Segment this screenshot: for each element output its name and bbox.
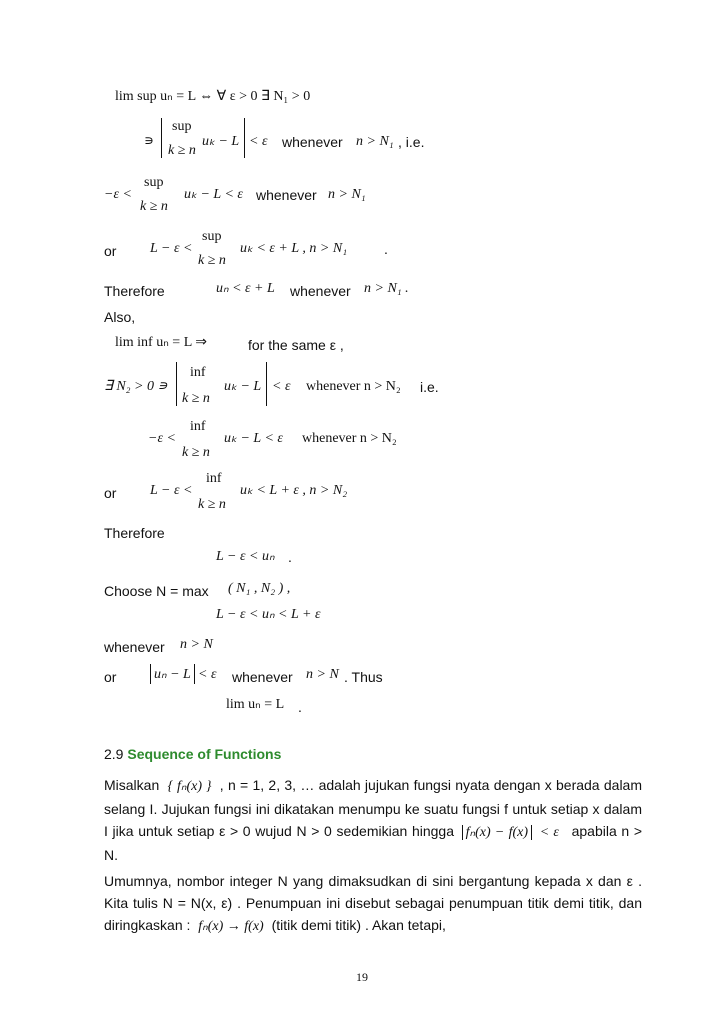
period: . [298, 699, 302, 715]
abs-difference: fₙ(x) − f(x) [462, 825, 532, 840]
page-number: 19 [356, 970, 368, 984]
or-label: or [104, 669, 117, 685]
such-that-symbol: ∍ [144, 134, 155, 149]
or-label: or [104, 243, 117, 259]
therefore-label: Therefore [104, 525, 165, 541]
exists-n2: ∃ N₂ > 0 ∍ [104, 379, 168, 394]
period: . [288, 549, 292, 565]
less-than-epsilon: < ε [539, 825, 559, 840]
paragraph-definition [104, 774, 642, 866]
inf-expression: uₖ − L [224, 379, 262, 394]
para-text: Umumnya, nombor integer N yang dimaksudkan di sini bergantung kepada x dan ε . Kita tulis N = N(x, ε) . Penumpuan ini disebut sebagai penumpuan titik demi titik, dan diringkaskan : [104, 873, 642, 933]
lower-bound: L − ε < [150, 483, 193, 498]
abs-bar-right [244, 118, 245, 158]
condition: n > N [306, 667, 339, 682]
condition: n > N₁ [328, 187, 366, 202]
period: . [384, 241, 388, 257]
max-arguments: ( N₁ , N₂ ) , [228, 581, 291, 596]
limit-result: lim uₙ = L [226, 697, 285, 712]
sup-operator: sup [144, 175, 164, 190]
sup-subscript: k ≥ n [198, 253, 226, 268]
abs-expression: uₙ − L [154, 667, 191, 682]
inequality: uₖ < L + ε , n > N₂ [240, 483, 348, 498]
inf-subscript: k ≥ n [198, 497, 226, 512]
less-than-epsilon: < ε [272, 379, 291, 394]
abs-bar-left [176, 362, 177, 406]
inequality: L − ε < uₙ < L + ε [216, 607, 321, 622]
para-text: Misalkan [104, 777, 160, 793]
lower-bound: L − ε < [150, 241, 193, 256]
abs-bar-left [150, 664, 151, 684]
inf-operator: inf [206, 471, 222, 486]
abs-bar-left [161, 118, 162, 158]
sup-subscript: k ≥ n [140, 199, 168, 214]
whenever-condition: whenever n > N₂ [306, 379, 401, 394]
para-text: , n = 1, 2, 3, … adalah jujukan fungsi nyata dengan x berada dalam selang I. Jujukan fungsi ini dikatakan menumpu ke suatu fungsi f untuk setiap x dalam I jika untuk setiap ε > 0 wujud N > 0 sedemikian hingga [104, 777, 643, 839]
sequence-symbol: { fₙ(x) } [167, 779, 212, 794]
condition: n > N [180, 637, 213, 652]
para-text: (titik demi titik) . Akan tetapi, [271, 917, 446, 933]
inequality: uₖ − L < ε [184, 187, 243, 202]
inequality: uₖ < ε + L , n > N₁ [240, 241, 348, 256]
paragraph-pointwise [104, 870, 642, 938]
whenever-label: whenever [256, 187, 317, 203]
inf-subscript: k ≥ n [182, 391, 210, 406]
para-text: apabila n > N. [104, 823, 643, 863]
whenever-condition: whenever n > N₂ [302, 431, 397, 446]
liminf-statement: lim inf uₙ = L ⇒ [115, 335, 207, 350]
condition: n > N₁ [356, 134, 394, 149]
whenever-label: whenever [232, 669, 293, 685]
inequality: uₖ − L < ε [224, 431, 283, 446]
less-than-epsilon: < ε [198, 667, 217, 682]
inequality: uₙ < ε + L [216, 281, 275, 296]
inf-operator: inf [190, 419, 206, 434]
thus-label: . Thus [344, 669, 383, 685]
inf-operator: inf [190, 365, 206, 380]
inequality: L − ε < uₙ [216, 549, 275, 564]
sup-operator: sup [202, 229, 222, 244]
or-label: or [104, 485, 117, 501]
inf-subscript: k ≥ n [182, 445, 210, 460]
lower-bound: −ε < [148, 431, 176, 446]
lower-bound: −ε < [104, 187, 132, 202]
whenever-label: whenever [104, 639, 165, 655]
sup-operator: sup [172, 119, 192, 134]
same-epsilon-text: for the same ε , [248, 337, 344, 353]
whenever-label: whenever [290, 283, 351, 299]
section-number: 2.9 [104, 746, 124, 762]
abs-bar-right [194, 664, 195, 684]
section-heading [104, 746, 281, 762]
abs-bar-right [266, 362, 267, 406]
therefore-label: Therefore [104, 283, 165, 299]
choose-n-text: Choose N = max [104, 583, 209, 599]
condition: n > N₁ . [364, 281, 409, 296]
limsup-definition: lim sup uₙ = L ⇔ ∀ ε > 0 ∃ N₁ > 0 [115, 89, 311, 104]
also-label: Also, [104, 309, 136, 325]
less-than-epsilon: < ε [249, 134, 268, 149]
sup-subscript: k ≥ n [168, 143, 196, 158]
ie-label: i.e. [420, 379, 439, 395]
section-title: Sequence of Functions [127, 746, 282, 762]
convergence-expression: fₙ(x) → f(x) [198, 919, 264, 934]
sup-expression: uₖ − L [202, 134, 240, 149]
ie-label: , i.e. [398, 134, 425, 150]
whenever-label: whenever [282, 134, 343, 150]
